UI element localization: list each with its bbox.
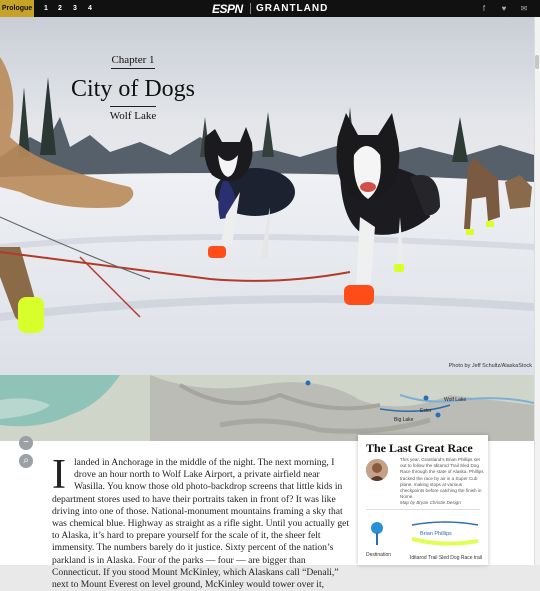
chapter-label: Chapter 1: [111, 54, 154, 69]
article-paragraph: landed in Anchorage in the middle of the night. The next morning, I drove an hour north to Wolf Lake Airport, a private airfield near Wasilla. You know those old photo-backdrop screens that little kids in department stores used to have their portraits taken in front of? It was like driving into one of those. National-monument mountains framing a sky that was chemical blue. Highway as straight as a rifle sight. Until you actually get to Alaska, it’s hard to prepare yourself for the scale of it, the sheer felt immensity. The numbers barely do it justice. Sixty percent of the nation’s parkland is in Alaska. Four of the parks — four — are bigger than Connecticut. If you stood Mount McKinley, which Alaskans call “Denali,” next to Mount Everest on level ground, McKinley would tower over it,: [52, 457, 350, 591]
sidebar-divider: [366, 509, 480, 510]
grantland-logo[interactable]: GRANTLAND: [256, 3, 329, 14]
sidebar-description: [400, 457, 484, 507]
map-label-wolf-lake: Wolf Lake: [444, 397, 467, 403]
logo-divider: [250, 3, 251, 14]
twitter-icon[interactable]: ♥: [501, 4, 507, 13]
tab-chapter-2[interactable]: 2: [58, 5, 62, 12]
map-credit: Map by Bryan Christie Design: [400, 500, 461, 506]
espn-logo[interactable]: ESPN: [212, 2, 243, 16]
zoom-in-button[interactable]: ⌕: [19, 454, 33, 468]
map-label-big-lake: Big Lake: [394, 417, 414, 423]
drop-cap: I: [52, 452, 66, 498]
zoom-out-button[interactable]: −: [19, 436, 33, 450]
chapter-title: City of Dogs: [70, 76, 195, 102]
sidebar-title: The Last Great Race: [366, 441, 473, 455]
scrollbar-thumb[interactable]: [535, 55, 539, 69]
top-navigation: [0, 0, 540, 17]
article-body: [52, 452, 352, 591]
email-icon[interactable]: ✉: [520, 4, 528, 13]
sidebar-card[interactable]: [358, 435, 488, 565]
scrollbar-track[interactable]: [534, 17, 540, 565]
legend-destination: Destination: [366, 552, 392, 558]
legend-route-phillips: Brian Phillips: [420, 531, 452, 537]
route-map[interactable]: [0, 375, 534, 441]
chapter-heading: [68, 50, 198, 124]
chapter-location: Wolf Lake: [110, 106, 156, 122]
facebook-icon[interactable]: f: [482, 4, 486, 13]
legend-route-iditarod: Iditarod Trail Sled Dog Race trail: [410, 555, 482, 561]
sidebar-body: This year, Grantland’s Brian Phillips set out to follow the Iditarod Trail Sled Dog Race through the state of Alaska. Phillips tracked the race by air in a Super Cub plane, making stops at various checkpoints before catching the finish in Nome.: [400, 457, 484, 500]
author-avatar: [366, 459, 388, 481]
destination-pin-icon: [370, 521, 384, 547]
route-legend-lines: [410, 517, 480, 557]
tab-chapter-4[interactable]: 4: [88, 5, 92, 12]
photo-credit: Photo by Jeff Schultz/AlaskaStock: [448, 363, 532, 369]
terrain-map: [0, 375, 534, 441]
hero-photo: [0, 17, 534, 375]
tab-chapter-3[interactable]: 3: [73, 5, 77, 12]
map-label-ester: Ester: [420, 408, 432, 414]
tab-chapter-1[interactable]: 1: [44, 5, 48, 12]
tab-prologue[interactable]: Prologue: [0, 0, 34, 17]
